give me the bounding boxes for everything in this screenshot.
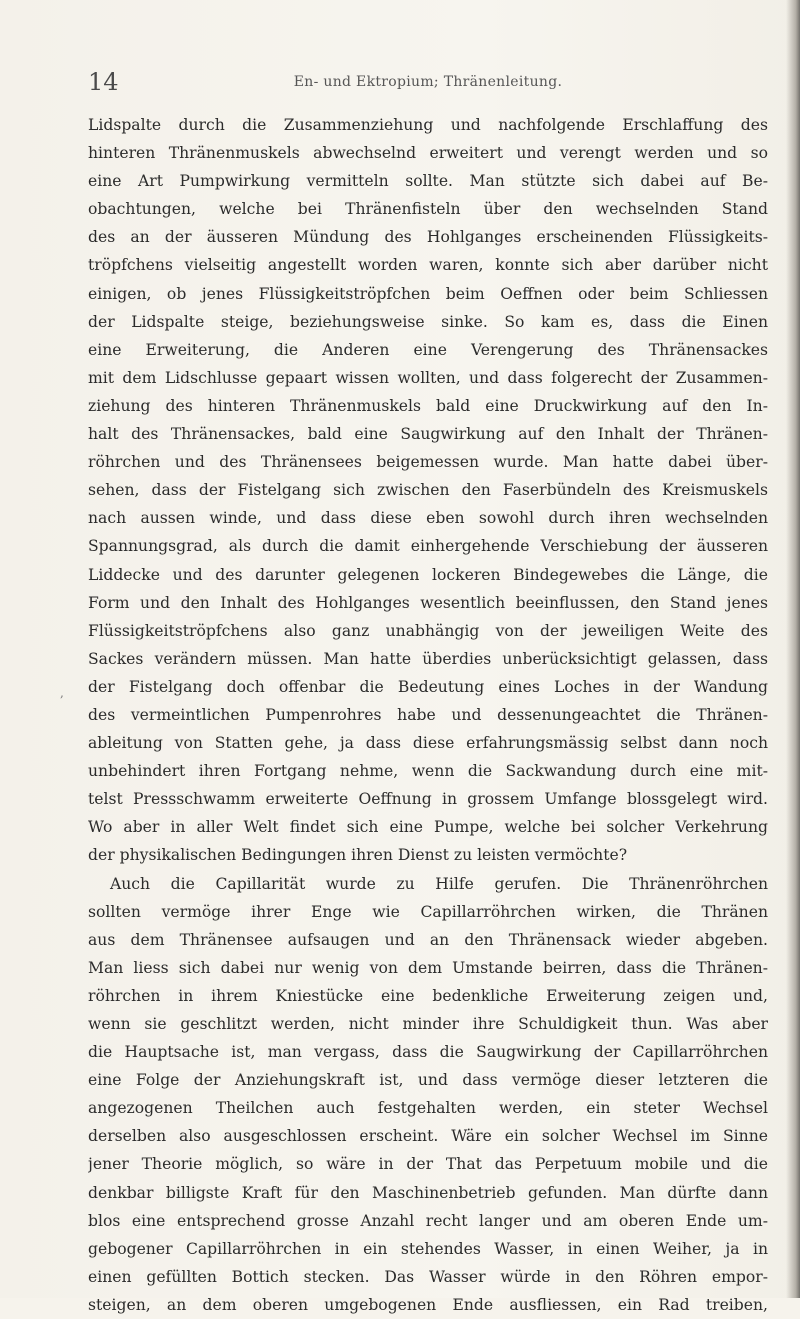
text-line: der Fistelgang doch offenbar die Bedeutung eines Loches in der Wandung [88, 677, 768, 696]
text-line: Wo aber in aller Welt findet sich eine Pumpe, welche bei solcher Verkehrung [88, 818, 768, 837]
text-line: Liddecke und des darunter gelegenen lockeren Bindegewebes die Länge, die [88, 565, 768, 584]
text-line: röhrchen und des Thränensees beigemessen wurde. Man hatte dabei über- [88, 453, 768, 472]
text-line: hinteren Thränenmuskels abwechselnd erweitert und verengt werden und so [88, 144, 768, 163]
text-line: Flüssigkeitströpfchens also ganz unabhängig von der jeweiligen Weite des [88, 621, 768, 640]
text-line: ziehung des hinteren Thränenmuskels bald eine Druckwirkung auf den In- [88, 396, 768, 415]
text-line: der Lidspalte steige, beziehungsweise sinke. So kam es, dass die Einen [88, 312, 768, 331]
text-line: denkbar billigste Kraft für den Maschinenbetrieb gefunden. Man dürfte dann [88, 1183, 768, 1202]
margin-mark: , [60, 686, 64, 700]
text-line: tröpfchens vielseitig angestellt worden waren, konnte sich aber darüber nicht [88, 256, 768, 275]
text-line: Form und den Inhalt des Hohlganges wesentlich beeinflussen, den Stand jenes [88, 593, 768, 612]
text-line: einigen, ob jenes Flüssigkeitströpfchen beim Oeffnen oder beim Schliessen [88, 284, 768, 303]
text-line: ableitung von Statten gehe, ja dass diese erfahrungsmässig selbst dann noch [88, 734, 768, 753]
text-line: unbehindert ihren Fortgang nehme, wenn die Sackwandung durch eine mit- [88, 762, 768, 781]
text-line: telst Pressschwamm erweiterte Oeffnung in grossem Umfange blossgelegt wird. [88, 790, 768, 809]
text-line: Auch die Capillarität wurde zu Hilfe gerufen. Die Thränenröhrchen [110, 874, 768, 893]
text-line: Lidspalte durch die Zusammenziehung und nachfolgende Erschlaffung des [88, 116, 768, 134]
text-line: angezogenen Theilchen auch festgehalten werden, ein steter Wechsel [88, 1099, 768, 1118]
text-line: röhrchen in ihrem Kniestücke eine bedenkliche Erweiterung zeigen und, [88, 986, 768, 1005]
text-line: halt des Thränensackes, bald eine Saugwirkung auf den Inhalt der Thränen- [88, 425, 768, 444]
text-line: eine Folge der Anziehungskraft ist, und dass vermöge dieser letzteren die [88, 1071, 768, 1090]
running-head: En- und Ektropium; Thränenleitung. [293, 74, 563, 90]
text-line: des an der äusseren Mündung des Hohlganges erscheinenden Flüssigkeits- [88, 228, 768, 247]
text-line: Spannungsgrad, als durch die damit einhergehende Verschiebung der äusseren [88, 537, 768, 556]
text-line: sollten vermöge ihrer Enge wie Capillarröhrchen wirken, die Thränen [88, 902, 768, 921]
text-line: Man liess sich dabei nur wenig von dem Umstande beirren, dass die Thränen- [88, 958, 768, 977]
text-line: mit dem Lidschlusse gepaart wissen wollten, und dass folgerecht der Zusammen- [88, 368, 768, 387]
text-line: jener Theorie möglich, so wäre in der That das Perpetuum mobile und die [88, 1155, 768, 1174]
text-line: Sackes verändern müssen. Man hatte überdies unberücksichtigt gelassen, dass [88, 649, 768, 668]
text-line: der physikalischen Bedingungen ihren Dienst zu leisten vermöchte? [88, 846, 628, 865]
text-line: nach aussen winde, und dass diese eben sowohl durch ihren wechselnden [88, 509, 768, 528]
text-line: steigen, an dem oberen umgebogenen Ende ausfliessen, ein Rad treiben, [88, 1295, 768, 1314]
text-line: derselben also ausgeschlossen erscheint. Wäre ein solcher Wechsel im Sinne [88, 1127, 768, 1146]
text-line: einen gefüllten Bottich stecken. Das Wasser würde in den Röhren empor- [88, 1267, 768, 1286]
text-line: aus dem Thränensee aufsaugen und an den Thränensack wieder abgeben. [88, 930, 768, 949]
text-line: eine Art Pumpwirkung vermitteln sollte. Man stützte sich dabei auf Be- [88, 172, 768, 191]
page-header [88, 68, 768, 96]
text-line: obachtungen, welche bei Thränenfisteln über den wechselnden Stand [88, 200, 768, 219]
text-line: sehen, dass der Fistelgang sich zwischen den Faserbündeln des Kreismuskels [88, 481, 768, 500]
page-number: 14 [88, 68, 119, 96]
text-line: wenn sie geschlitzt werden, nicht minder ihre Schuldigkeit thun. Was aber [88, 1015, 768, 1033]
text-line: blos eine entsprechend grosse Anzahl recht langer und am oberen Ende um- [88, 1211, 768, 1230]
text-line: eine Erweiterung, die Anderen eine Verengerung des Thränensackes [88, 340, 768, 359]
text-line: des vermeintlichen Pumpenrohres habe und dessenungeachtet die Thränen- [88, 705, 768, 724]
text-line: die Hauptsache ist, man vergass, dass die Saugwirkung der Capillarröhrchen [88, 1043, 768, 1062]
text-line: gebogener Capillarröhrchen in ein stehendes Wasser, in einen Weiher, ja in [88, 1239, 768, 1258]
page-edge-shadow [786, 0, 800, 1298]
body-text [88, 111, 768, 1319]
